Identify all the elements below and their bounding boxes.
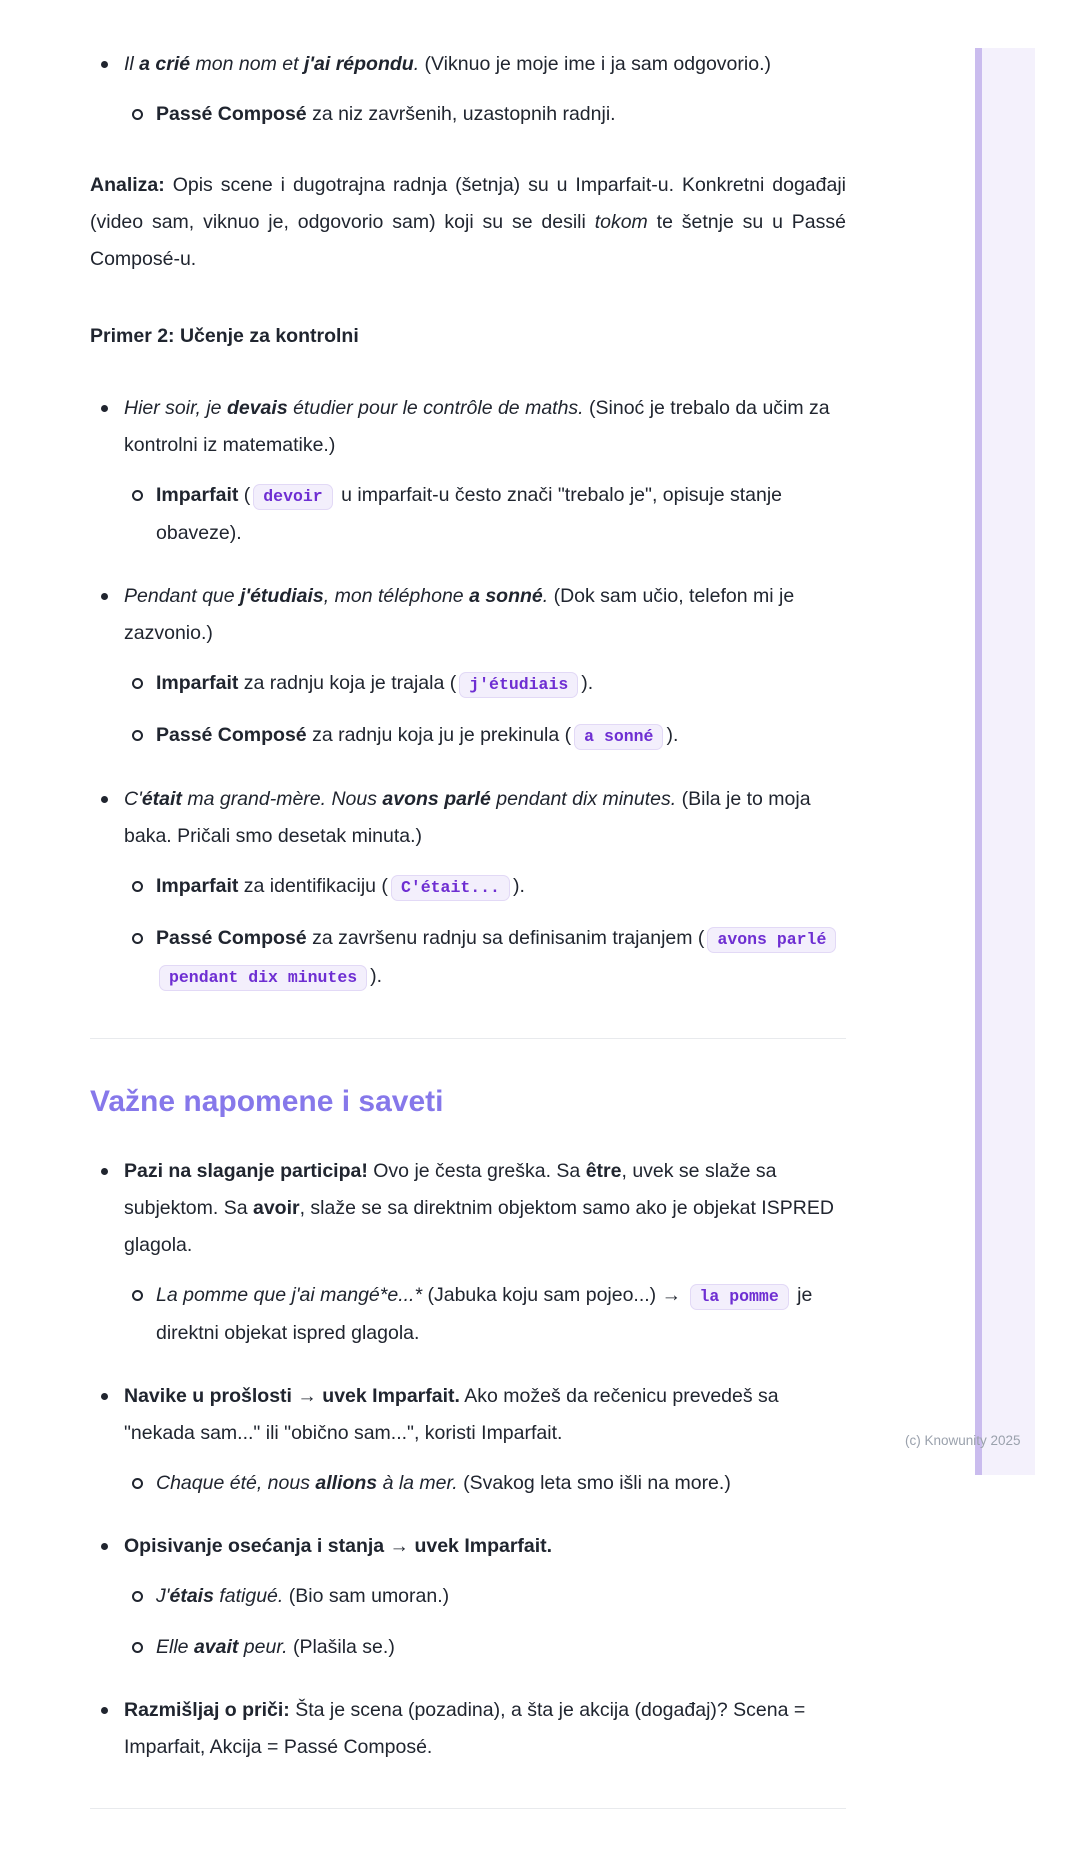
sub-list-item [124, 665, 846, 703]
list-item-text [156, 477, 846, 552]
list-item-text [156, 868, 846, 906]
bullet-list [90, 1153, 846, 1766]
sub-list-item [124, 1277, 846, 1352]
text-segment: (Svakog leta smo išli na more.) [457, 1472, 731, 1494]
text-segment: Analiza: [90, 174, 165, 196]
sub-bullet-list [124, 477, 846, 552]
subsection-title: Primer 2: Učenje za kontrolni [90, 325, 359, 347]
sub-bullet-list [124, 1578, 846, 1666]
inline-code-chip: C'était... [391, 875, 510, 901]
text-segment: Passé Composé [156, 724, 307, 746]
list-item-text [156, 1629, 846, 1666]
text-segment: te šetnje su u Passé Composé-u. [90, 211, 852, 270]
section-divider [90, 1038, 846, 1039]
text-segment: ma grand-mère. Nous [181, 788, 383, 810]
list-item-text [156, 717, 846, 755]
list-item-text [156, 920, 846, 996]
text-segment: Passé Composé [156, 103, 307, 125]
text-segment: Elle [156, 1636, 194, 1658]
text-segment: avait [193, 1636, 239, 1658]
sub-bullet-list [124, 665, 846, 755]
inline-code-chip: la pomme [690, 1284, 789, 1310]
list-item [90, 1692, 846, 1766]
text-segment: a sonné [469, 585, 543, 607]
inline-code-chip: devoir [253, 484, 332, 510]
list-item-text [156, 1465, 846, 1502]
list-item-text [124, 1692, 846, 1766]
text-segment: tokom [594, 211, 648, 233]
text-segment: étais [169, 1585, 214, 1607]
text-segment: Pazi na slaganje participa! [124, 1160, 368, 1182]
text-segment: (Dok sam učio, telefon mi je zazvonio.) [124, 585, 800, 644]
sub-list-item [124, 868, 846, 906]
sub-bullet-list [124, 1277, 846, 1352]
scrollbar-thumb[interactable] [975, 48, 982, 1475]
text-segment: j'ai répondu [303, 53, 414, 75]
text-segment: Opis scene i dugotrajna radnja (šetnja) su u Imparfait-u. Konkretni događaji (video sam, viknuo je, odgovorio sam) koji su se desili [90, 174, 852, 233]
list-item [90, 578, 846, 755]
text-segment: était [141, 788, 182, 810]
sub-list-item [124, 1465, 846, 1502]
bullet-list [90, 390, 846, 996]
list-item [90, 46, 846, 133]
text-segment: avons parlé [382, 788, 491, 810]
text-segment: Passé Composé [156, 927, 307, 949]
scrollbar-track [975, 48, 1035, 1475]
text-segment: , uvek se slaže sa subjektom. Sa [124, 1160, 782, 1219]
list-item-text [124, 781, 846, 855]
text-segment: , slaže se sa direktnim objektom samo ako je objekat ISPRED glagola. [124, 1197, 840, 1256]
sub-list-item [124, 1578, 846, 1615]
list-item-text [156, 1578, 846, 1615]
text-segment: za radnju koja je trajala ( [238, 672, 457, 694]
list-item [90, 1378, 846, 1502]
list-item-text [124, 1528, 846, 1565]
list-item [90, 390, 846, 552]
inline-code-chip: a sonné [574, 724, 663, 750]
text-segment: La pomme que j'ai mangé*e...* [156, 1284, 423, 1306]
text-segment: à la mer. [377, 1472, 458, 1494]
text-segment: avoir [252, 1197, 300, 1219]
text-segment: Šta je scena (pozadina), a šta je akcija (događaj)? Scena = Imparfait, Akcija = Passé Composé. [124, 1699, 811, 1758]
list-item [90, 781, 846, 996]
list-item [90, 1528, 846, 1666]
section-divider [90, 1808, 846, 1809]
text-segment: J' [156, 1585, 170, 1607]
text-segment: Chaque été, nous [156, 1472, 316, 1494]
text-segment: être [585, 1160, 622, 1182]
text-segment: (Plašila se.) [287, 1636, 395, 1658]
text-segment: Razmišljaj o priči: [124, 1699, 290, 1721]
text-segment: ). [370, 965, 383, 987]
list-item-text [156, 96, 846, 133]
list-item-text [124, 1378, 846, 1452]
text-segment: Navike u prošlosti → uvek Imparfait. [124, 1385, 460, 1407]
list-item-text [124, 1153, 846, 1264]
list-item-text [124, 46, 846, 83]
text-segment: ). [512, 875, 525, 897]
document-content [90, 0, 852, 1851]
text-segment: Il [124, 53, 140, 75]
text-segment: ( [238, 484, 251, 506]
sub-list-item [124, 477, 846, 552]
text-segment: (Viknuo je moje ime i ja sam odgovorio.) [424, 53, 771, 75]
text-segment: za identifikaciju ( [238, 875, 388, 897]
text-segment: ). [666, 724, 679, 746]
text-segment: u imparfait-u često znači "trebalo je", opisuje stanje obaveze). [156, 484, 788, 544]
text-segment: (Bila je to moja baka. Pričali smo desetak minuta.) [124, 788, 816, 847]
text-segment: Opisivanje osećanja i stanja → uvek Imparfait. [124, 1535, 553, 1557]
text-segment: Hier soir, je [124, 397, 227, 419]
text-segment: za radnju koja ju je prekinula ( [306, 724, 572, 746]
list-item-text [156, 1277, 846, 1352]
text-segment: za niz završenih, uzastopnih radnji. [306, 103, 616, 125]
text-segment: devais [226, 397, 288, 419]
bullet-list [90, 46, 846, 133]
text-segment: fatigué. [213, 1585, 284, 1607]
text-segment: , mon téléphone [323, 585, 470, 607]
sub-bullet-list [124, 868, 846, 996]
text-segment: pendant dix minutes. [490, 788, 677, 810]
text-segment: za završenu radnju sa definisanim trajanjem ( [306, 927, 705, 949]
text-segment: Imparfait [156, 875, 239, 897]
text-segment: a crié [139, 53, 191, 75]
sub-bullet-list [124, 96, 846, 133]
copyright-note: (c) Knowunity 2025 [905, 1433, 1021, 1448]
text-segment: allions [315, 1472, 378, 1494]
list-item-text [124, 578, 846, 652]
text-segment: (Jabuka koju sam pojeo...) → [422, 1284, 687, 1306]
text-segment: étudier pour le contrôle de maths. [287, 397, 584, 419]
text-segment: Pendant que [124, 585, 241, 607]
sub-bullet-list [124, 1465, 846, 1502]
text-segment: Ovo je česta greška. Sa [367, 1160, 586, 1182]
text-segment: Imparfait [156, 484, 239, 506]
inline-code-chip: avons parlé pendant dix minutes [159, 927, 836, 991]
list-item-text [156, 665, 846, 703]
list-item-text [124, 390, 846, 464]
text-segment: (Sinoć je trebalo da učim za kontrolni iz matematike.) [124, 397, 836, 456]
text-segment: peur. [238, 1636, 288, 1658]
list-item [90, 1153, 846, 1352]
text-segment: . [542, 585, 554, 607]
text-segment: j'étudiais [240, 585, 324, 607]
analysis-paragraph [90, 167, 852, 278]
text-segment: Ako možeš da rečenicu prevedeš sa "nekada sam..." ili "obično sam...", koristi Imparfait. [124, 1385, 785, 1444]
sub-list-item [124, 96, 846, 133]
text-segment: . [413, 53, 425, 75]
text-segment: mon nom et [190, 53, 304, 75]
sub-list-item [124, 717, 846, 755]
text-segment: (Bio sam umoran.) [283, 1585, 450, 1607]
text-segment: Imparfait [156, 672, 239, 694]
sub-list-item [124, 920, 846, 996]
inline-code-chip: j'étudiais [459, 672, 578, 698]
sub-list-item [124, 1629, 846, 1666]
text-segment: je direktni objekat ispred glagola. [156, 1284, 818, 1344]
text-segment: ). [581, 672, 594, 694]
section-title: Važne napomene i saveti [90, 1085, 444, 1118]
text-segment: C' [124, 788, 142, 810]
